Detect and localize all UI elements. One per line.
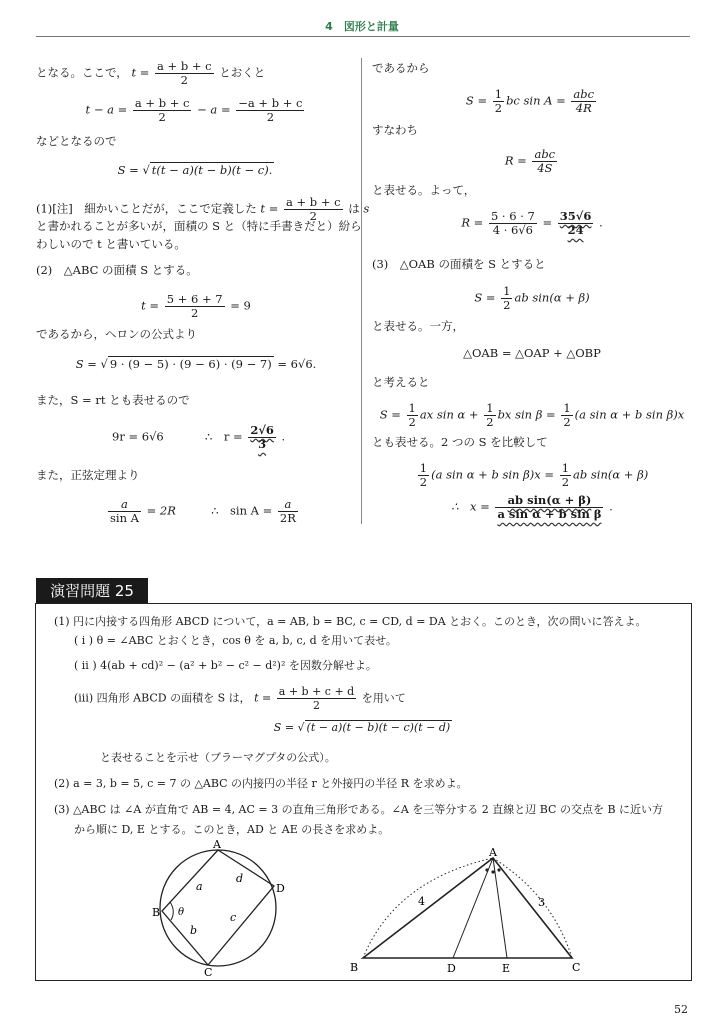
chapter-header: 4 図形と計量 [325,20,399,33]
fig2-label-B: B [350,961,359,974]
right-eq-triangle-sum: △OAB = △OAP + △OBP [463,346,601,360]
column-divider [361,58,362,524]
page-number: 52 [674,1003,688,1016]
fig2-label-A: A [489,846,497,859]
fig1-label-B: B [152,906,161,919]
exercise-q1: (1) 円に内接する四角形 ABCD について，a = AB, b = BC, c = CD, d = DA とおく。このとき，次の問いに答えよ。 [54,615,647,628]
fig2-label-C: C [572,961,581,974]
fig2-label-E: E [502,962,511,975]
exercise-q3-line-2: から順に D, E とする。このとき，AD と AE の長さを求めよ。 [74,823,390,836]
left-note-line-1: (1)[注] 細かいことだが，ここで定義した t = $\frac{a + b + c}{2}$ は s [36,195,370,223]
left-eq-sine-law: $\frac{a}{\text{sin A}}$ = 2R ∴ sin A = $\frac{a}{2R}$ [110,497,296,525]
angle-mark-1 [485,868,488,871]
right-line-9: と表せる。一方， [372,319,464,333]
right-line-11: と考えると [372,375,430,389]
right-triangle-figure [340,840,590,976]
left-note-line-3: わしいので t と書いている。 [36,237,186,251]
fig1-label-d: d [236,872,244,885]
left-eq-t-minus-a: t − a = $\frac{a + b + c}{2}$ − a = $\frac{-a + b + c}{2}$ [85,96,303,124]
right-eq-area-x: S = $\frac{1}{2}$ ax sin α + $\frac{1}{2}$ bx sin β = $\frac{1}{2}$ (a sin α + b sin β)x [379,401,685,429]
left-eq-heron-value: S = √ 9 · (9 − 5) · (9 − 6) · (9 − 7) = 6√6. [75,357,317,371]
left-rt-intro: また，S = rt とも表せるので [36,393,190,407]
fig2-label-4: 4 [418,895,425,908]
left-note-line-2: と書かれることが多いが，面積の S と（特に手書きだと）紛ら [36,219,362,233]
right-line-5: と表せる。よって， [372,183,476,197]
left-part-2: (2) △ABC の面積 S とする。 [36,263,198,277]
right-eq-x: ∴ x = $\frac{\text{ab sin(α + β)}}{\text{a sin α + b sin β}}$ . [451,493,613,521]
exercise-brahmagupta-eq: S = √ (t − a)(t − b)(t − c)(t − d) [273,721,451,734]
fig1-label-D: D [276,882,285,895]
left-line-3: などとなるので [36,134,117,148]
right-eq-area: S = $\frac{1}{2}$ bc sin A = $\frac{\text{abc}}{4R}$ [465,87,595,115]
exercise-q1-ii: ( ii ) 4(ab + cd)² − (a² + b² − c² − d²)² を因数分解せよ。 [74,659,377,672]
exercise-q3-line-1: (3) △ABC は ∠A が直角で AB = 4, AC = 3 の直角三角形である。∠A を三等分する 2 直線と辺 BC の交点を B に近い方 [54,803,664,816]
fig2-label-3: 3 [538,896,545,909]
right-line-13: とも表せる。2 つの S を比較して [372,435,548,449]
cyclic-quadrilateral-figure [140,838,310,978]
left-eq-t-value: t = $\frac{5 + 6 + 7}{2}$ = 9 [141,292,251,320]
fig1-label-theta: θ [178,907,185,918]
right-eq-area-ab: S = $\frac{1}{2}$ ab sin(α + β) [474,284,590,312]
left-sine-intro: また，正弦定理より [36,468,140,482]
theta-arc [170,902,173,920]
fig1-label-C: C [204,966,213,978]
left-line-1: となる。ここで， t = $\frac{a + b + c}{2}$ とおくと [36,59,266,87]
right-eq-R: R = $\frac{\text{abc}}{4S}$ [504,147,556,175]
exercise-title: 演習問題 25 [36,578,148,604]
left-eq-r: 9r = 6√6 ∴ r = $\frac{2√6}{3}$ . [112,423,286,451]
fig1-label-A: A [213,838,221,851]
left-heron-intro: であるから，ヘロンの公式より [36,327,197,341]
right-line-3: すなわち [372,123,418,137]
fig1-label-b: b [190,924,198,937]
left-eq-heron-general: S = √ t(t − a)(t − b)(t − c). [117,163,273,177]
fig1-label-a: a [196,880,203,893]
right-eq-compare: $\frac{1}{2}$ (a sin α + b sin β)x = $\frac{1}{2}$ ab sin(α + β) [419,461,649,489]
fig2-label-D: D [447,962,456,975]
exercise-q1-i: ( i ) θ = ∠ABC とおくとき，cos θ を a, b, c, d を用いて表せ。 [74,634,397,647]
right-line-1: であるから [372,61,430,75]
fig1-label-c: c [230,911,237,924]
right-eq-R-value: R = $\frac{5 \cdot 6 \cdot 7}{4 \cdot 6√6}$ = $\frac{35√6}{24}$ . [461,209,603,237]
exercise-q2: (2) a = 3, b = 5, c = 7 の △ABC の内接円の半径 r と外接円の半径 R を求めよ。 [54,777,468,790]
exercise-q1-iii: (iii) 四角形 ABCD の面積を S は， t = $\frac{a + b + c + d}{2}$ を用いて [74,685,406,712]
angle-mark-3 [497,868,500,871]
right-part-3: (3) △OAB の面積を S とすると [372,257,546,271]
header-rule [36,36,690,37]
angle-mark-2 [491,870,494,873]
exercise-q1-show: と表せることを示せ（ブラーマグプタの公式）。 [100,751,336,764]
